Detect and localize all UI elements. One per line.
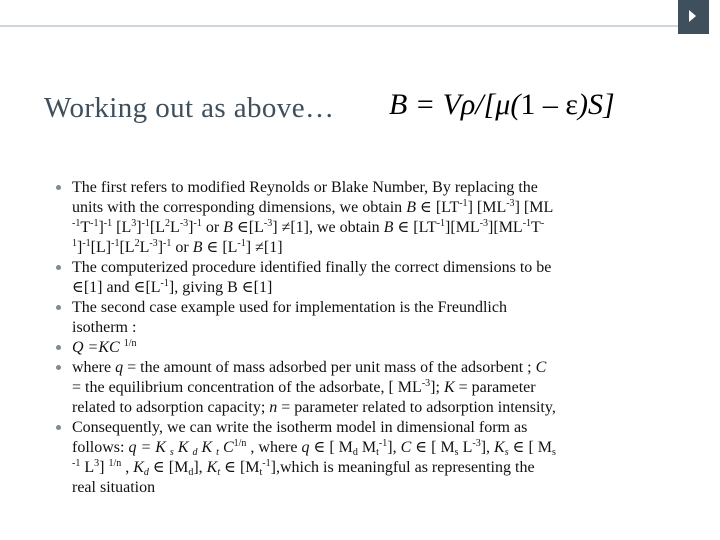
slide-corner-tab-icon (678, 0, 709, 34)
round-bullet-icon (56, 305, 61, 310)
slide-body (56, 178, 684, 498)
blake-number-formula: B = Vρ/[μ(1 – ε)S] (389, 88, 615, 121)
slide-title: Working out as above… (44, 92, 335, 124)
round-bullet-icon (56, 365, 61, 370)
slide-top-strip (0, 0, 720, 34)
slide-accent-line (0, 25, 678, 27)
round-bullet-icon (56, 425, 61, 430)
slide-title-row (44, 88, 684, 138)
bullet-list (56, 178, 684, 498)
bullet-blake-number: The first refers to modified Reynolds or Blake Number, By replacing the units with the corresponding dimensions, we obtain B ∈ $[LT^{-1}]$ $[ML^{-3}]$ [ML $^{-1}T^{-1}]^{-1}$ $[L^3]^{-1}[L^2L^{-3}]^{-1}$ or B $\in[L^{-3}] \ne[1]$, we obtain B ∈ $[LT^{-1}][ML^{-3}][ML^{-1}T^-$ $^1]^{-1}[L]^{-1}[L^2L^{-3}]^{-1}$ or B ∈ $[L^{-1}] \ne[1]$ (56, 178, 684, 258)
bullet-correct-dimensions: The computerized procedure identified finally the correct dimensions to be ∈[1] and $\in[L^{-1}]$, giving B ∈[1] (56, 258, 684, 298)
bullet-freundlich: The second case example used for implementation is the Freundlich isotherm : (56, 298, 684, 338)
bullet-variable-definitions: where q = the amount of mass adsorbed per unit mass of the adsorbent ; C = the equilibrium concentration of the adsorbate, [ $ML^{-3}$]; K = parameter related to adsorption capacity; n = parameter related to adsorption intensity, (56, 358, 684, 418)
round-bullet-icon (56, 265, 61, 270)
bullet-dimensional-form: Consequently, we can write the isotherm model in dimensional form as follows: q = K $_s$ K $_d$ K $_t$ $C^{1/n}$ , where q ∈ [ $M_d$ $M_t^{-1}$], C ∈ [ $M_s$ $L^{-3}$], $K_s$ ∈ [ $M_s$ $^{-1}$ $L^3$] $^{1/n}$ , $K_d$ ∈ $[M_d]$, $K_t$ ∈ $[M_t^{-1}],which$ is meaningful as representing the real situation (56, 418, 684, 498)
bullet-isotherm-equation: Q =KC $^{1/n}$ (56, 338, 684, 358)
round-bullet-icon (56, 345, 61, 350)
round-bullet-icon (56, 185, 61, 190)
